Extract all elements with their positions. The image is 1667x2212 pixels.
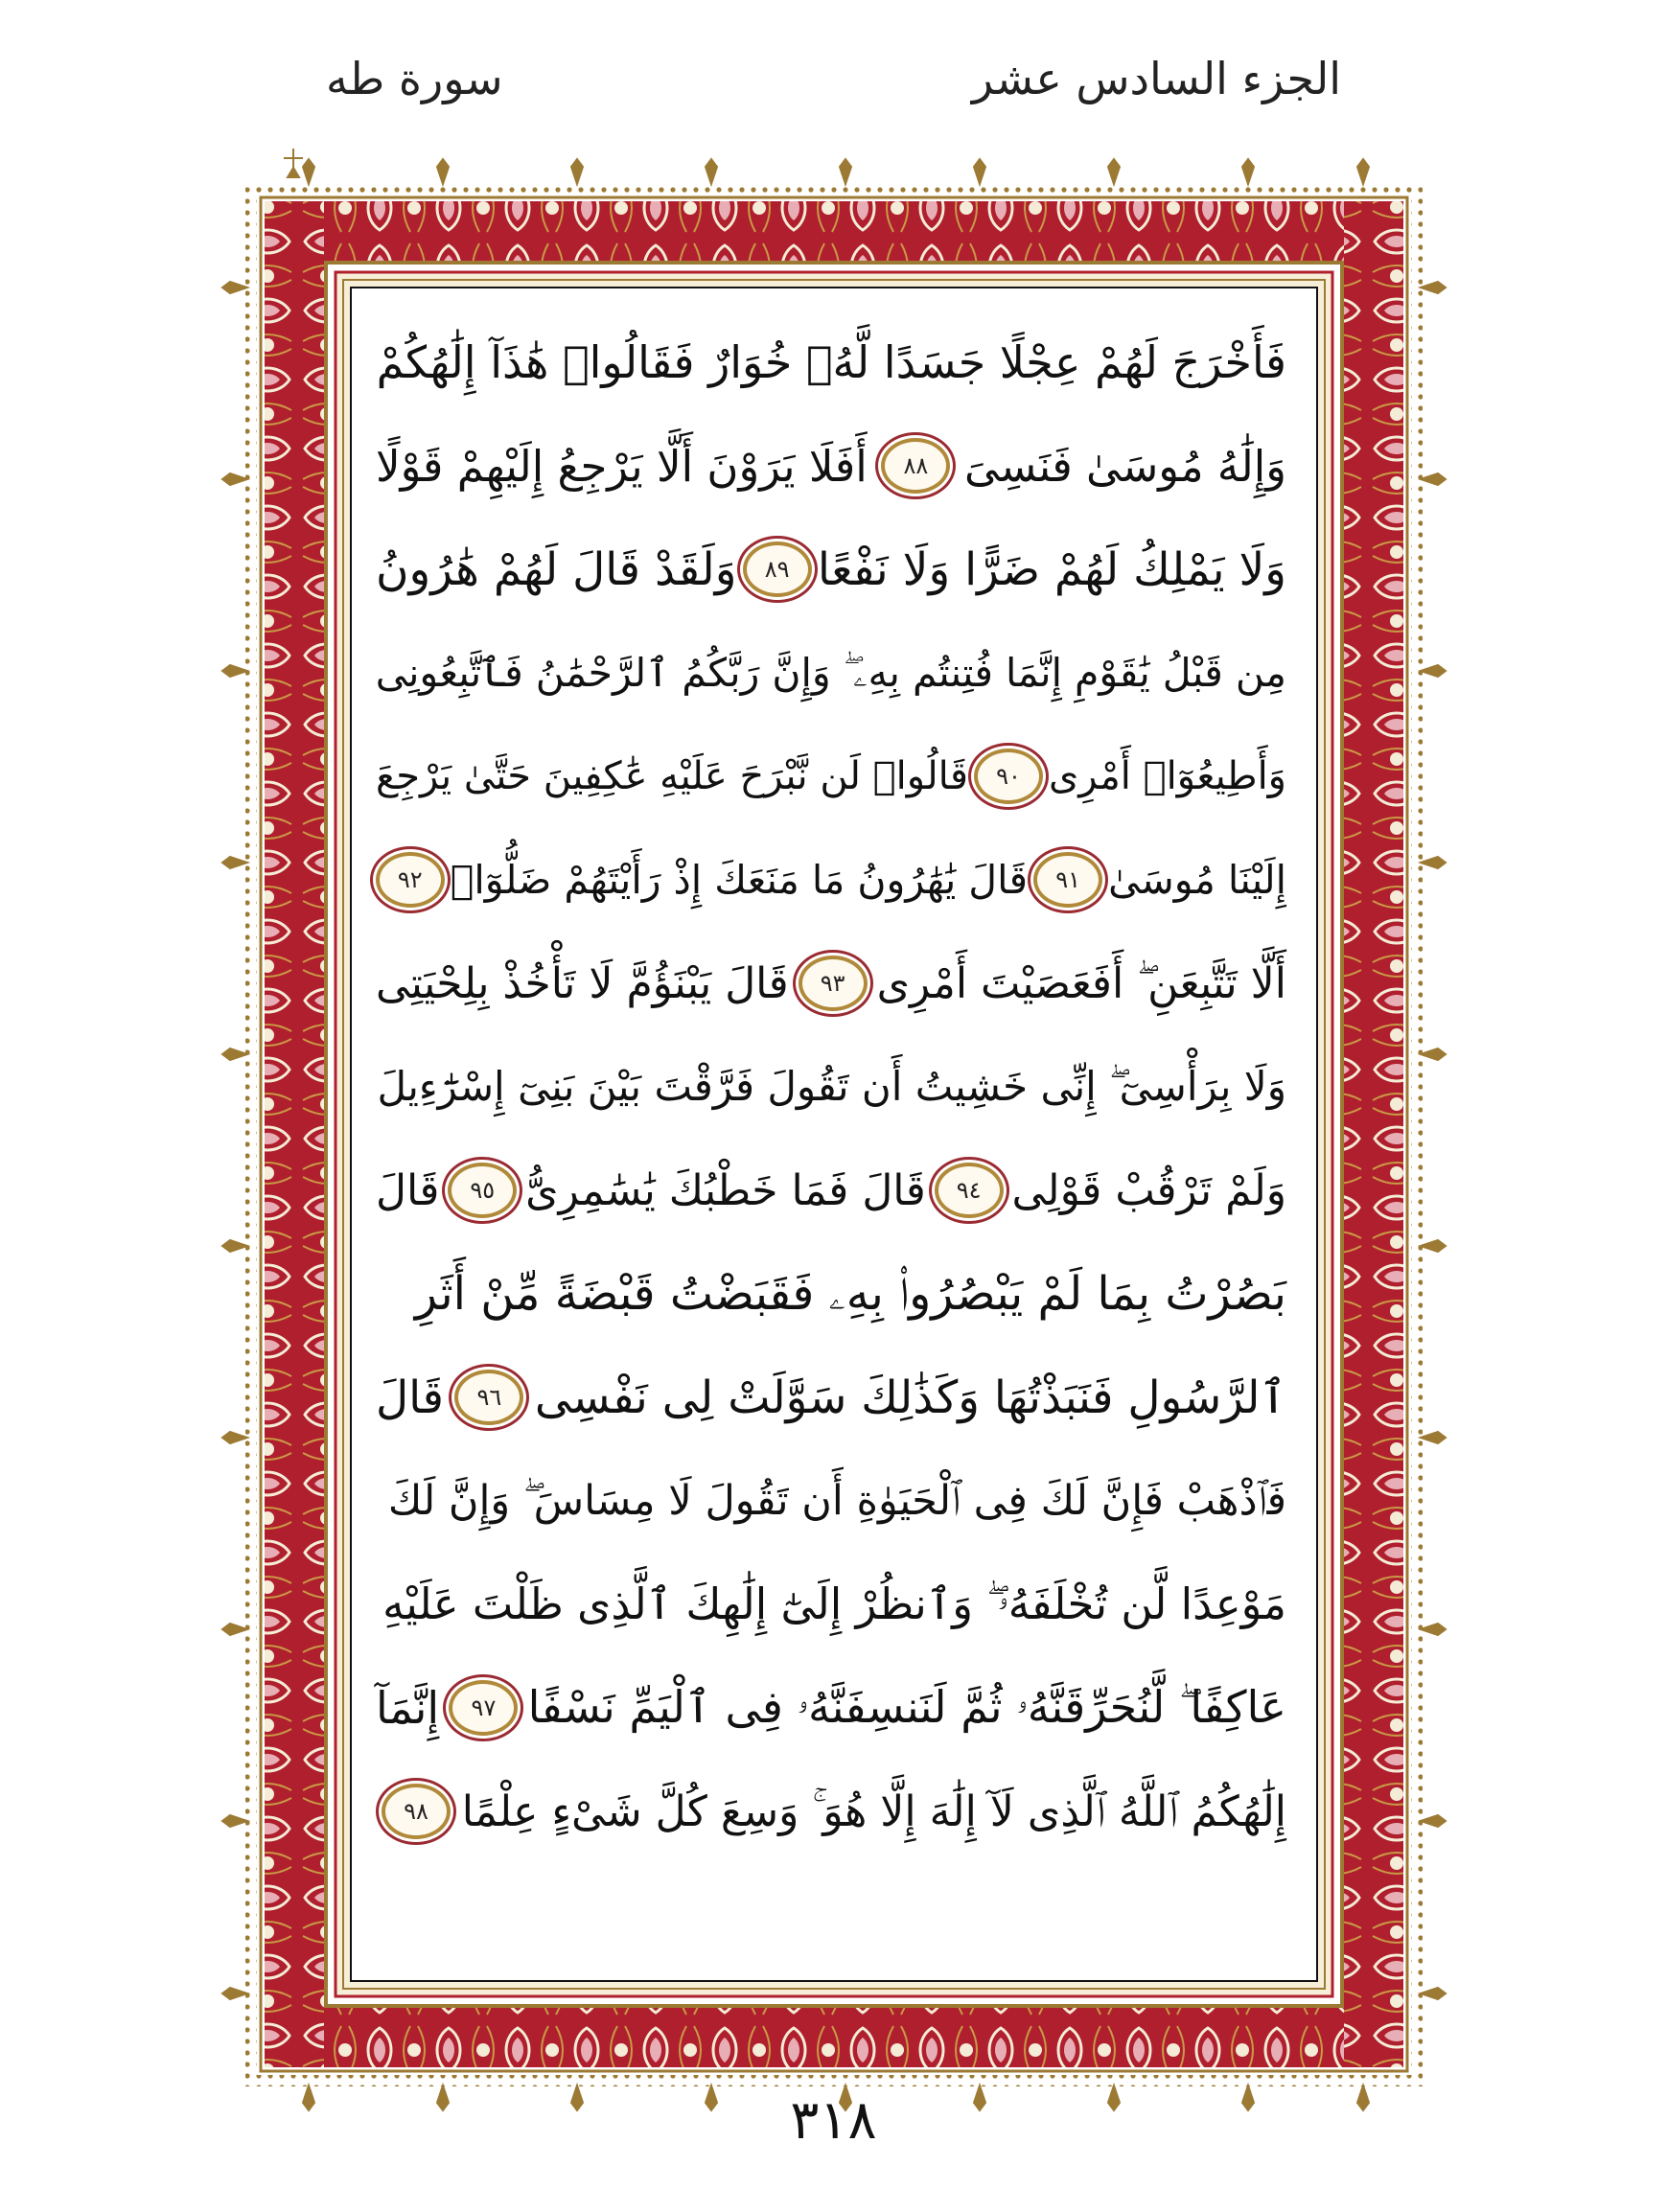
verse-text: إِنَّمَآ: [376, 1682, 440, 1734]
ayah-number-marker: ٨٩: [743, 541, 812, 597]
text-line: [376, 518, 1286, 621]
verse-text: قَالَ: [376, 1165, 440, 1215]
ayah-number-marker: ٩٨: [382, 1784, 451, 1839]
verse-text: أَفَلَا يَرَوْنَ أَلَّا يَرْجِعُ إِلَيْهِمْ قَوْلًا: [376, 440, 868, 492]
verse-text: قَالَ يَبْنَؤُمَّ لَا تَأْخُذْ بِلِحْيَتِى: [376, 958, 789, 1008]
page-number: ٣١٨: [790, 2089, 877, 2152]
juz-title: الجزء السادس عشر: [971, 53, 1341, 104]
text-line: [376, 414, 1286, 518]
verse-text: مَوْعِدًا لَّن تُخْلَفَهُۥ ۖ وَٱنظُرْ إِلَىٰٓ إِلَٰهِكَ ٱلَّذِى ظَلْتَ عَلَيْهِ: [382, 1578, 1286, 1629]
verse-text: أَلَّا تَتَّبِعَنِ ۖ أَفَعَصَيْتَ أَمْرِى: [876, 958, 1286, 1008]
text-line: [376, 1656, 1286, 1760]
ayah-number-marker: ٩٢: [376, 852, 445, 908]
finials-top: [284, 149, 303, 177]
verse-text: وَلَمْ تَرْقُبْ قَوْلِى: [1011, 1165, 1286, 1215]
ayah-number-marker: ٨٨: [881, 438, 950, 494]
text-line: [376, 1346, 1286, 1449]
verse-text: قَالُوا۟ لَن نَّبْرَحَ عَلَيْهِ عَٰكِفِينَ حَتَّىٰ يَرْجِعَ: [375, 754, 968, 798]
text-line: [376, 621, 1286, 725]
verse-text: مِن قَبْلُ يَٰقَوْمِ إِنَّمَا فُتِنتُم بِهِۦ ۖ وَإِنَّ رَبَّكُمُ ٱلرَّحْمَٰنُ فَٱتَّبِعُونِى: [375, 649, 1286, 696]
ayah-number-marker: ٩٠: [974, 749, 1043, 804]
text-line: [376, 725, 1286, 828]
verse-text: عَاكِفًا ۖ لَّنُحَرِّقَنَّهُۥ ثُمَّ لَنَنسِفَنَّهُۥ فِى ٱلْيَمِّ نَسْفًا: [527, 1681, 1286, 1733]
surah-title: سورة طه: [326, 53, 503, 104]
ayah-number-marker: ٩٣: [799, 956, 868, 1011]
verse-text: إِلَٰهُكُمُ ٱللَّهُ ٱلَّذِى لَآ إِلَٰهَ إِلَّا هُوَ ۚ وَسِعَ كُلَّ شَىْءٍ عِلْمًا: [461, 1786, 1286, 1836]
verse-text: وَلَقَدْ قَالَ لَهُمْ هَٰرُونُ: [376, 542, 737, 596]
verse-text: إِلَيْنَا مُوسَىٰ: [1108, 857, 1286, 903]
text-line: [376, 1553, 1286, 1656]
text-line: [376, 1760, 1286, 1863]
quran-text-area: [357, 305, 1306, 1968]
verse-text: قَالَ فَمَا خَطْبُكَ يَٰسَٰمِرِىُّ: [525, 1165, 926, 1215]
text-line: [376, 311, 1286, 414]
ayah-number-marker: ٩٤: [935, 1163, 1004, 1218]
ayah-number-marker: ٩١: [1033, 852, 1102, 908]
text-line: [376, 1242, 1286, 1346]
text-line: [376, 1449, 1286, 1553]
verse-text: وَلَا يَمْلِكُ لَهُمْ ضَرًّا وَلَا نَفْعًا: [817, 542, 1286, 596]
text-line: [376, 1139, 1286, 1242]
text-line: [376, 828, 1286, 932]
verse-text: قَالَ: [376, 1371, 444, 1424]
verse-text: وَإِلَٰهُ مُوسَىٰ فَنَسِىَ: [964, 440, 1286, 492]
verse-text: بَصُرْتُ بِمَا لَمْ يَبْصُرُوا۟ بِهِۦ فَقَبَضْتُ قَبْضَةً مِّنْ أَثَرِ: [414, 1266, 1286, 1321]
ayah-number-marker: ٩٥: [448, 1163, 517, 1218]
verse-text: فَأَخْرَجَ لَهُمْ عِجْلًا جَسَدًا لَّهُۥ خُوَارٌ فَقَالُوا۟ هَٰذَآ إِلَٰهُكُمْ: [376, 336, 1286, 388]
ayah-number-marker: ٩٦: [454, 1370, 523, 1425]
verse-text: ٱلرَّسُولِ فَنَبَذْتُهَا وَكَذَٰلِكَ سَوَّلَتْ لِى نَفْسِى: [534, 1371, 1286, 1424]
ayah-number-marker: ٩٧: [449, 1680, 518, 1736]
text-line: [376, 1035, 1286, 1139]
verse-text: قَالَ يَٰهَٰرُونُ مَا مَنَعَكَ إِذْ رَأَيْتَهُمْ ضَلُّوٓا۟: [450, 857, 1029, 903]
verse-text: وَأَطِيعُوٓا۟ أَمْرِى: [1048, 754, 1286, 798]
verse-text: وَلَا بِرَأْسِىٓ ۖ إِنِّى خَشِيتُ أَن تَقُولَ فَرَّقْتَ بَيْنَ بَنِىٓ إِسْرَٰٓءِيلَ: [377, 1063, 1286, 1110]
text-line: [376, 932, 1286, 1035]
verse-text: فَٱذْهَبْ فَإِنَّ لَكَ فِى ٱلْحَيَوٰةِ أَن تَقُولَ لَا مِسَاسَ ۖ وَإِنَّ لَكَ: [387, 1477, 1286, 1525]
